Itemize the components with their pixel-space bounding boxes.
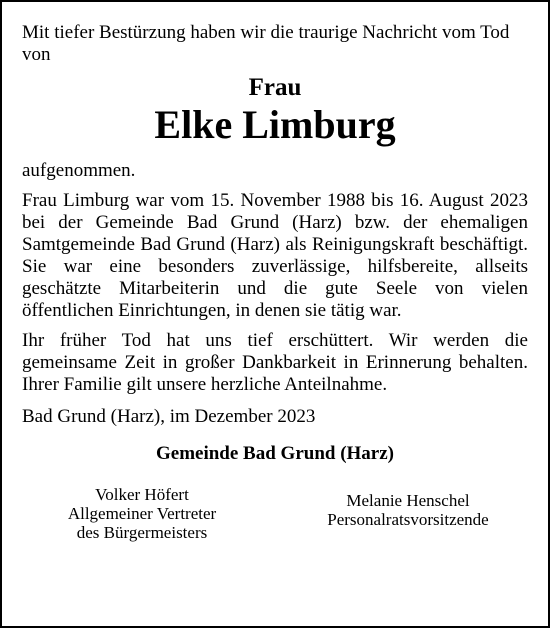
place-date: Bad Grund (Harz), im Dezember 2023 — [22, 406, 316, 427]
employment-paragraph: Frau Limburg war vom 15. November 1988 bis 16. August 2023 bei der Gemeinde Bad Grund (Harz) bzw. der ehemaligen Samtgemeinde Bad Grund (Harz) als Reinigungskraft beschäftigt. Sie war eine besonders zuverlässige, hilfsbereite, allseits geschätzte Mitarbeiterin und die gute Seele von vielen öffentlichen Einrichtungen, in denen sie tätig war. — [22, 190, 528, 321]
signatory-name: Volker Höfert — [95, 485, 189, 504]
signatory-title: Personalratsvorsitzende — [327, 510, 489, 529]
signatures — [22, 485, 528, 542]
honorific: Frau — [248, 74, 302, 101]
signatory-title: des Bürgermeisters — [76, 523, 208, 542]
organization-name: Gemeinde Bad Grund (Harz) — [155, 443, 395, 464]
signatory-name: Melanie Henschel — [346, 491, 470, 510]
signatory-right — [288, 491, 528, 542]
signatory-left — [32, 485, 252, 542]
intro-text: Mit tiefer Bestürzung haben wir die traurige Nachricht vom Tod von — [22, 22, 510, 65]
signatory-title: Allgemeiner Vertreter — [67, 504, 217, 523]
received-text: aufgenommen. — [22, 160, 136, 181]
deceased-name: Elke Limburg — [154, 102, 396, 147]
condolence-paragraph: Ihr früher Tod hat uns tief erschüttert. Wir werden die gemeinsame Zeit in großer Dankbarkeit in Erinnerung behalten. Ihrer Familie gilt unsere herzliche Anteilnahme. — [22, 330, 528, 395]
